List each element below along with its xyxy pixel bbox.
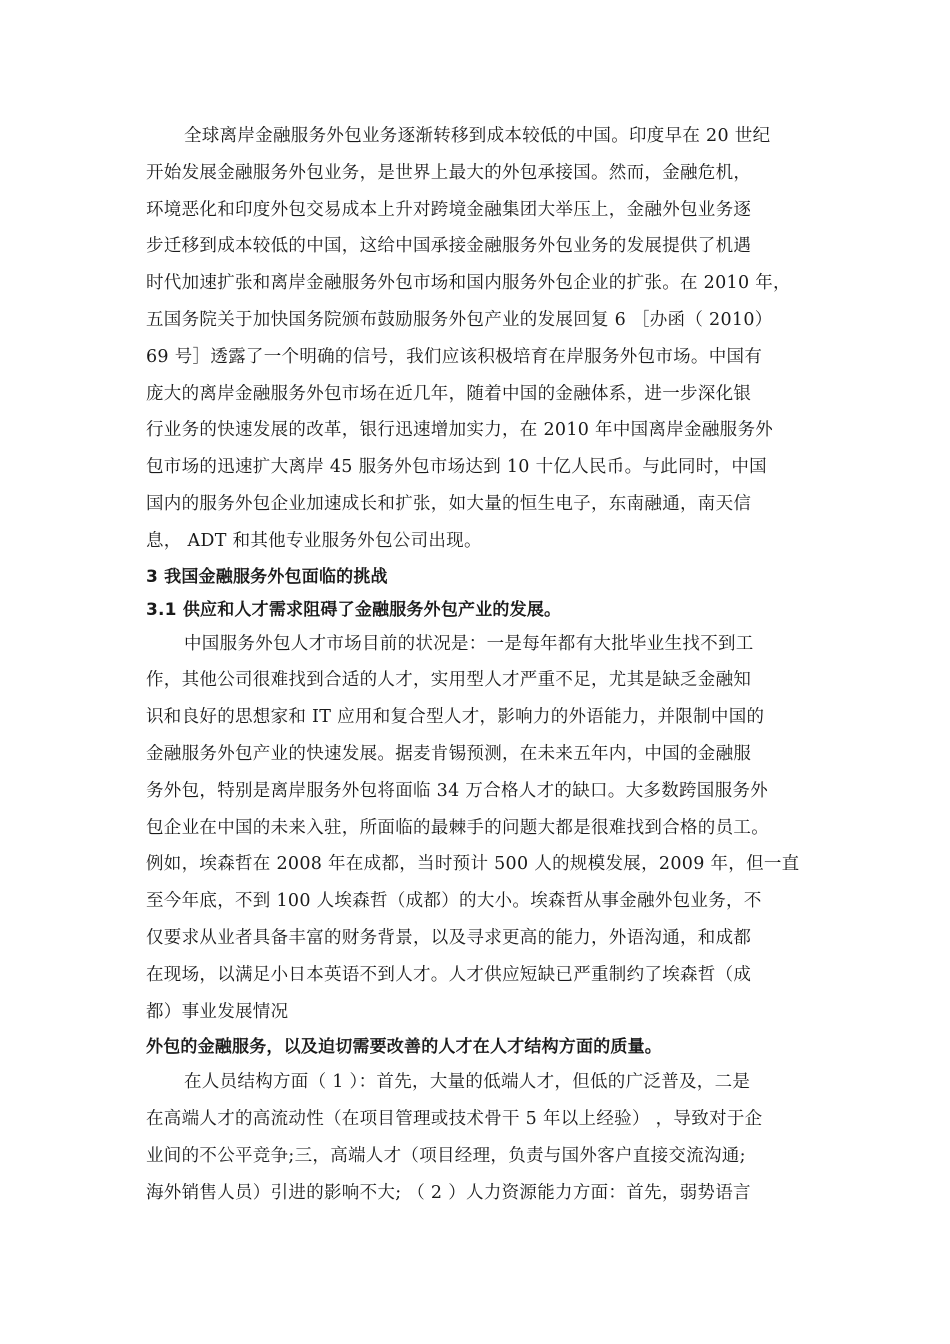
text-line: 海外销售人员）引进的影响不大; （ 2 ）人力资源能力方面：首先，弱势语言 bbox=[146, 1182, 751, 1203]
text-line: 在高端人才的高流动性（在项目管理或技术骨干 5 年以上经验） ，导致对于企 bbox=[146, 1109, 763, 1130]
text-line: 识和良好的思想家和 IT 应用和复合型人才，影响力的外语能力，并限制中国的 bbox=[146, 707, 765, 728]
text-line: 开始发展金融服务外包业务，是世界上最大的外包承接国。然而，金融危机， bbox=[146, 162, 752, 183]
text-line: 环境恶化和印度外包交易成本上升对跨境金融集团大举压上，金融外包业务逐 bbox=[146, 199, 752, 220]
text-line: 金融服务外包产业的快速发展。据麦肯锡预测，在未来五年内，中国的金融服 bbox=[146, 743, 752, 764]
text-line: 仅要求从业者具备丰富的财务背景，以及寻求更高的能力，外语沟通，和成都 bbox=[146, 927, 752, 948]
text-line: 五国务院关于加快国务院颁布鼓励服务外包产业的发展回复 6 ［办函（ 2010） bbox=[146, 309, 773, 330]
text-line: 行业务的快速发展的改革，银行迅速增加实力，在 2010 年中国离岸金融服务外 bbox=[146, 420, 774, 441]
text-line: 在人员结构方面（ 1 ）：首先，大量的低端人才，但低的广泛普及，二是 bbox=[184, 1072, 751, 1093]
bold-statement: 外包的金融服务，以及迫切需要改善的人才在人才结构方面的质量。 bbox=[146, 1037, 662, 1058]
text-line: 至今年底，不到 100 人埃森哲（成都）的大小。埃森哲从事金融外包业务，不 bbox=[146, 891, 762, 912]
text-line: 在现场，以满足小日本英语不到人才。人才供应短缺已严重制约了埃森哲（成 bbox=[146, 964, 752, 985]
document-page bbox=[146, 118, 814, 1212]
text-line: 中国服务外包人才市场目前的状况是：一是每年都有大批毕业生找不到工 bbox=[184, 633, 754, 654]
text-line: 包企业在中国的未来入驻，所面临的最棘手的问题大都是很难找到合格的员工。 bbox=[146, 817, 769, 838]
text-line: 业间的不公平竞争;三，高端人才（项目经理，负责与国外客户直接交流沟通; bbox=[146, 1145, 746, 1166]
paragraph-talent-market bbox=[146, 626, 814, 1031]
text-line: 作，其他公司很难找到合适的人才，实用型人才严重不足，尤其是缺乏金融知 bbox=[146, 670, 752, 691]
section-heading-3-1: 3.1 供应和人才需求阻碍了金融服务外包产业的发展。 bbox=[146, 599, 562, 620]
text-line: 都）事业发展情况 bbox=[146, 1001, 289, 1022]
text-line: 时代加速扩张和离岸金融服务外包市场和国内服务外包企业的扩张。在 2010 年， bbox=[146, 273, 791, 294]
text-line: 包市场的迅速扩大离岸 45 服务外包市场达到 10 十亿人民币。与此同时，中国 bbox=[146, 457, 767, 478]
text-line: 务外包，特别是离岸服务外包将面临 34 万合格人才的缺口。大多数跨国服务外 bbox=[146, 780, 768, 801]
section-heading-3: 3 我国金融服务外包面临的挑战 bbox=[146, 566, 388, 587]
paragraph-offshore-migration bbox=[146, 118, 814, 560]
text-line: 国内的服务外包企业加速成长和扩张，如大量的恒生电子，东南融通，南天信 bbox=[146, 493, 752, 514]
text-line: 庞大的离岸金融服务外包市场在近几年，随着中国的金融体系，进一步深化银 bbox=[146, 383, 752, 404]
paragraph-personnel-structure bbox=[146, 1064, 814, 1211]
text-line: 例如，埃森哲在 2008 年在成都，当时预计 500 人的规模发展，2009 年，但一直 bbox=[146, 854, 800, 875]
text-line: 息， ADT 和其他专业服务外包公司出现。 bbox=[146, 530, 482, 551]
text-line: 69 号］透露了一个明确的信号，我们应该积极培育在岸服务外包市场。中国有 bbox=[146, 346, 763, 367]
text-line: 全球离岸金融服务外包业务逐渐转移到成本较低的中国。印度早在 20 世纪 bbox=[184, 126, 771, 146]
text-line: 步迁移到成本较低的中国，这给中国承接金融服务外包业务的发展提供了机遇 bbox=[146, 236, 752, 257]
